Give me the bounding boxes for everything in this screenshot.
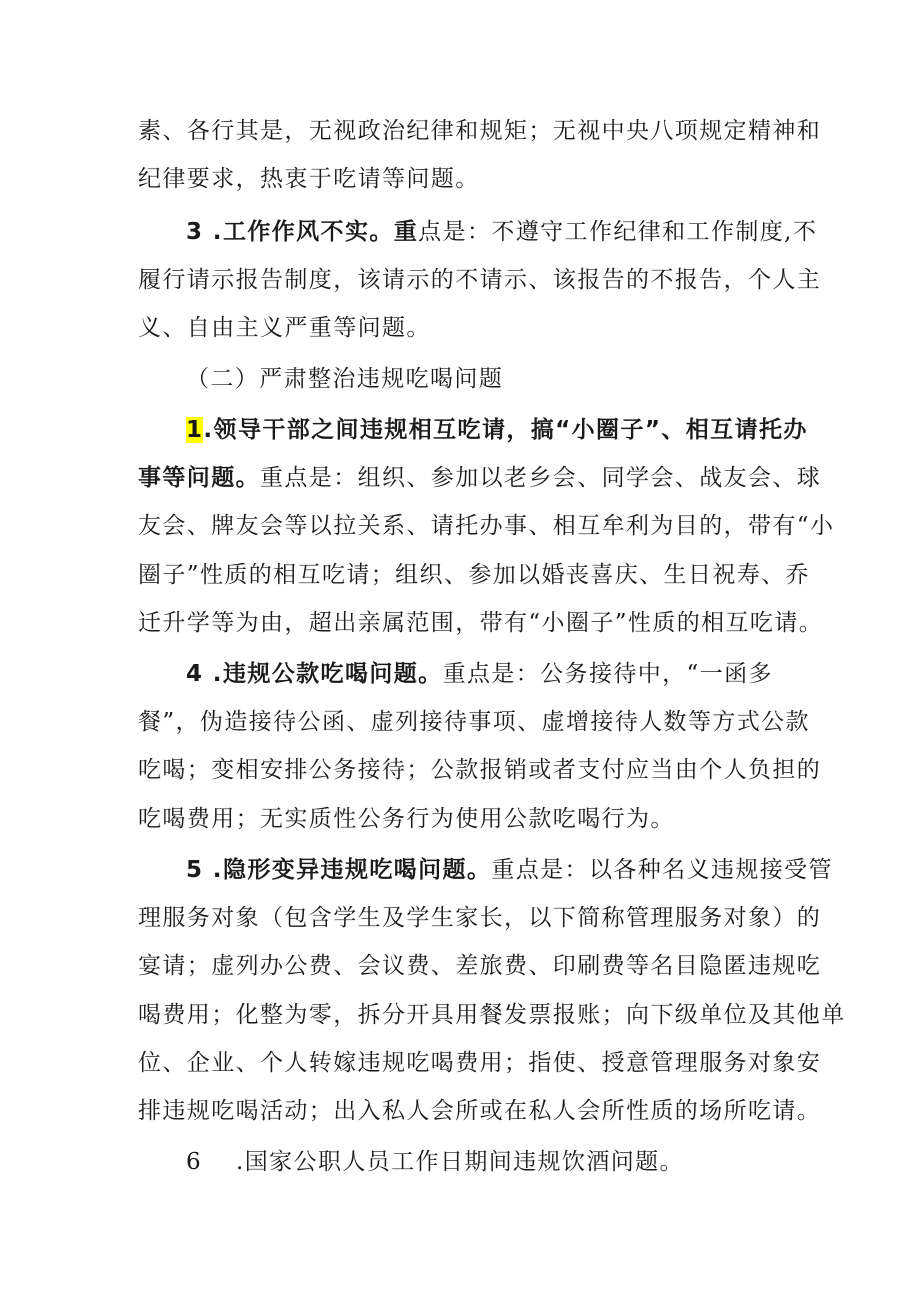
text: 素、各行其是，无视政治纪律和规矩；无视中央八项规定精神和 xyxy=(138,118,822,144)
text: 履行请示报告制度，该请示的不请示、该报告的不报告，个人主 xyxy=(138,267,822,293)
text: （二）严肃整治违规吃喝问题 xyxy=(186,366,504,392)
text-line-11 xyxy=(138,609,823,637)
text-line-9 xyxy=(138,512,834,540)
text: 友会、牌友会等以拉关系、请托办事、相互牟利为目的，带有“小 xyxy=(138,513,835,539)
text-line-13 xyxy=(138,708,810,736)
item-5-heading xyxy=(186,856,833,884)
section-heading xyxy=(186,365,503,393)
text: 吃喝；变相安排公务接待；公款报销或者支付应当由个人负担的 xyxy=(138,757,822,783)
item-title: 3 .工作作风不实。重 xyxy=(186,219,419,245)
text: 重点是：组织、参加以老乡会、同学会、战友会、球 xyxy=(260,465,822,491)
item-1-heading xyxy=(186,416,808,444)
text: 吃喝费用；无实质性公务行为使用公款吃喝行为。 xyxy=(138,806,675,832)
item-number: 6 xyxy=(186,1149,203,1175)
text: 迁升学等为由，超出亲属范围，带有“小圈子”性质的相互吃请。 xyxy=(138,610,824,636)
item-title: 4 .违规公款吃喝问题。 xyxy=(186,661,443,687)
text: 餐”，伪造接待公函、虚列接待事项、虚增接待人数等方式公款 xyxy=(138,709,810,735)
item-title: 事等问题。 xyxy=(138,465,260,491)
item-title: .领导干部之间违规相互吃请，搞“小圈子”、相互请托办 xyxy=(203,417,808,443)
text-line-21 xyxy=(138,1097,821,1125)
text-line-20 xyxy=(138,1049,821,1077)
text: 圈子”性质的相互吃请；组织、参加以婚丧喜庆、生日祝寿、乔 xyxy=(138,562,810,588)
text-line-18 xyxy=(138,952,821,980)
text: 点是：不遵守工作纪律和工作制度,不 xyxy=(418,219,818,245)
text: .国家公职人员工作日期间违规饮酒问题。 xyxy=(236,1149,684,1175)
text-line-19 xyxy=(138,1001,846,1029)
text-line-5 xyxy=(138,314,431,342)
text: 重点是：公务接待中，“一函多 xyxy=(442,661,773,687)
text: 宴请；虚列办公费、会议费、差旅费、印刷费等名目隐匿违规吃 xyxy=(138,953,822,979)
text-line-1 xyxy=(138,117,821,145)
text: 喝费用；化整为零，拆分开具用餐发票报账；向下级单位及其他单 xyxy=(138,1002,846,1028)
item-3-heading xyxy=(186,218,817,246)
item-6-heading xyxy=(186,1148,684,1176)
text-line-14 xyxy=(138,756,821,784)
text-line-2 xyxy=(138,165,480,193)
text-line-10 xyxy=(138,561,810,589)
text: 纪律要求，热衷于吃请等问题。 xyxy=(138,166,480,192)
text-line-17 xyxy=(138,904,821,932)
text-line-15 xyxy=(138,805,675,833)
text: 排违规吃喝活动；出入私人会所或在私人会所性质的场所吃请。 xyxy=(138,1098,822,1124)
text: 重点是：以各种名义违规接受管 xyxy=(491,857,833,883)
text-line-4 xyxy=(138,266,821,294)
text: 理服务对象（包含学生及学生家长，以下简称管理服务对象）的 xyxy=(138,905,822,931)
item-4-heading xyxy=(186,660,773,688)
item-title: 5 .隐形变异违规吃喝问题。 xyxy=(186,857,492,883)
text: 义、自由主义严重等问题。 xyxy=(138,315,431,341)
highlighted-number: 1 xyxy=(186,417,204,443)
text: 位、企业、个人转嫁违规吃喝费用；指使、授意管理服务对象安 xyxy=(138,1050,822,1076)
text-line-8 xyxy=(138,464,821,492)
